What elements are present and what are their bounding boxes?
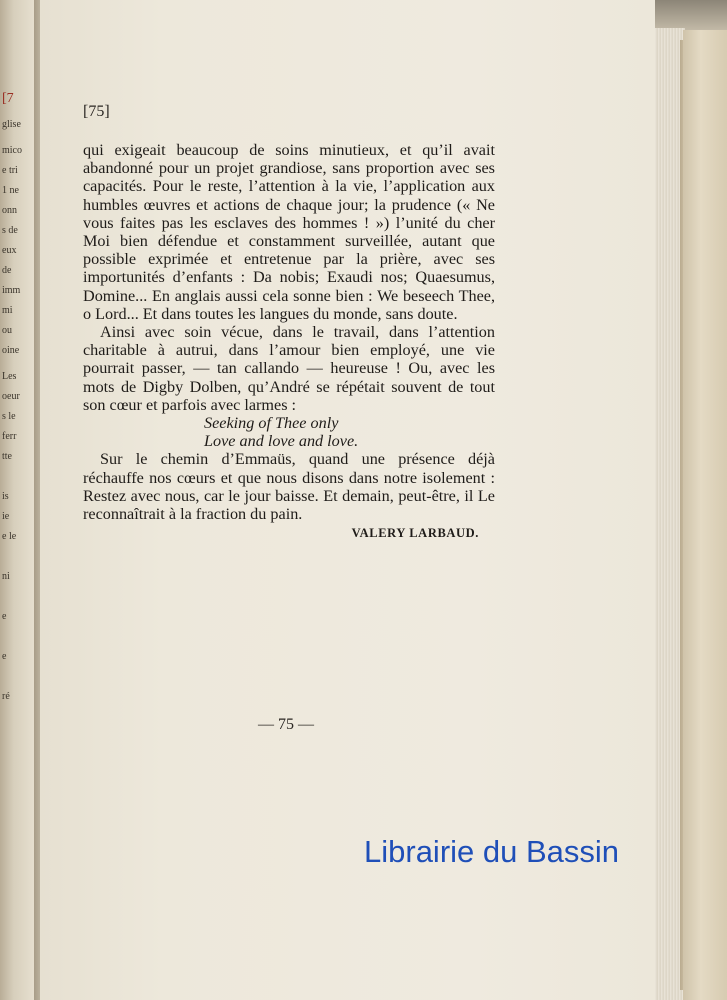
left-page-fragment: de [2, 265, 12, 276]
left-page-fragment: onn [2, 205, 17, 216]
paragraph: qui exigeait beaucoup de soins minutieux, et qu’il avait abandonné pour un projet grandiose, sans proportion avec ses capacités. Pour le reste, l’attention à la vie, l’application aux humbles œuvres et actions de chaque jour; la prudence (« Ne vous faites pas les esclaves des hommes ! ») l’unité du cher Moi bien défendue et constamment surveillée, autant que possible exprimée et entretenue par la prière, avec ses importunités d’enfants : Da nobis; Exaudi nos; Quaesumus, Domine... En anglais aussi cela sonne bien : We beseech Thee, o Lord... Et dans toutes les langues du monde, sans doute. [83, 141, 495, 323]
left-page-fragment: [7 [2, 91, 14, 106]
left-page-fragment: mi [2, 305, 13, 316]
left-page-edge [0, 0, 34, 1000]
left-page-fragment: ni [2, 571, 10, 582]
poem-line: Love and love and love. [204, 432, 359, 451]
author-signature: VALERY LARBAUD. [351, 526, 479, 540]
book-cover [683, 30, 727, 1000]
left-page-fragment: s de [2, 225, 18, 236]
left-page-fragment: mico [2, 145, 22, 156]
left-page-fragment: tte [2, 451, 12, 462]
left-page-fragment: e tri [2, 165, 18, 176]
left-page-fragment: ie [2, 511, 10, 522]
left-page-fragment: glise [2, 119, 21, 130]
left-page-fragment: Les [2, 371, 17, 382]
paragraph: Ainsi avec soin vécue, dans le travail, dans l’attention charitable à autrui, dans l’amour bien employé, une vie pourrait passer, — tan callando — heureuse ! Ou, avec les mots de Digby Dolben, qu’André se répétait souvent de tout son cœur et parfois avec larmes : [83, 323, 495, 414]
left-page-fragment: oine [2, 345, 20, 356]
left-page-fragment: s le [2, 411, 16, 422]
page-number: — 75 — [258, 716, 314, 733]
left-page-fragment: ou [2, 325, 12, 336]
left-page-fragment: is [2, 491, 9, 502]
watermark: Librairie du Bassin [364, 834, 620, 869]
left-page-fragment: oeur [2, 391, 20, 402]
left-page-fragment: 1 ne [2, 185, 19, 196]
page-reference: [75] [83, 103, 110, 120]
left-page-fragment: e [2, 611, 7, 622]
left-page-fragment: e le [2, 531, 17, 542]
left-page-fragment: e [2, 651, 7, 662]
poem-line: Seeking of Thee only [204, 414, 339, 433]
paragraph: Sur le chemin d’Emmaüs, quand une présence déjà réchauffe nos cœurs et que nous disons dans notre isolement : Restez avec nous, car le jour baisse. Et demain, peut-être, il Le reconnaîtrait à la fraction du pain. [83, 450, 495, 524]
left-page-fragment: imm [2, 285, 21, 296]
left-page-fragment: eux [2, 245, 17, 256]
left-page-fragment: ré [2, 691, 10, 702]
left-page-fragment: ferr [2, 431, 17, 442]
body-text [83, 141, 495, 523]
